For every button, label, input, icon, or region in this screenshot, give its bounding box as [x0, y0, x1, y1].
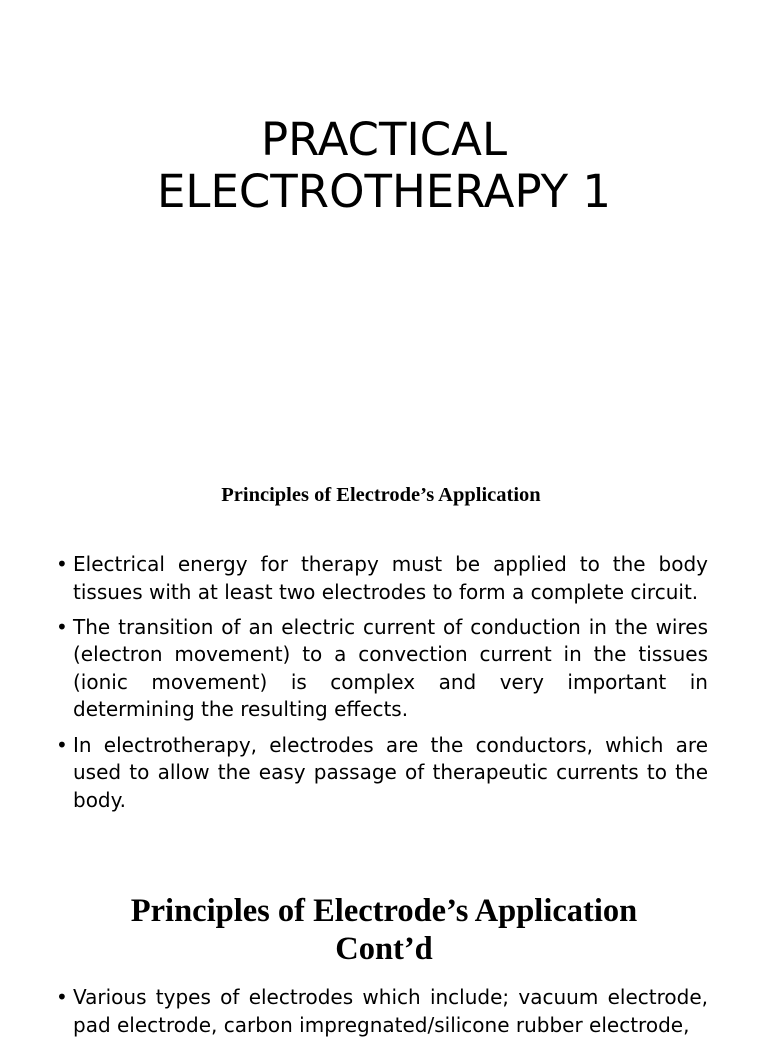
slide-principles	[0, 440, 768, 840]
slide-subtitle: Principles of Electrode’s Application	[221, 484, 541, 506]
bullet-list	[56, 984, 708, 1047]
bullet-icon: •	[56, 614, 68, 639]
list-item	[56, 551, 708, 606]
slide-heading	[0, 892, 768, 968]
title-line-2: ELECTROTHERAPY 1	[156, 165, 612, 218]
slide-title-heading	[0, 114, 768, 218]
bullet-icon: •	[56, 732, 68, 757]
bullet-text: Various types of electrodes which include; vacuum electrode, pad electrode, carbon impregnated/silicone rubber electrode,	[73, 985, 708, 1037]
bullet-text: In electrotherapy, electrodes are the conductors, which are used to allow the easy passage of therapeutic currents to the body.	[73, 732, 708, 812]
bullet-icon: •	[56, 552, 68, 576]
bullet-text: Electrical energy for therapy must be applied to the body tissues with at least two electrodes to form a complete circuit.	[73, 552, 708, 604]
list-item	[56, 984, 708, 1039]
heading-line-2: Cont’d	[335, 931, 433, 967]
list-item	[56, 732, 708, 815]
slide-title	[0, 0, 768, 440]
bullet-text: The transition of an electric current of conduction in the wires (electron movement) to a convection current in the tissues (ionic movement) is complex and very important in determining the resulting effects.	[73, 614, 708, 722]
title-line-1: PRACTICAL	[260, 113, 508, 166]
slide-principles-contd	[0, 840, 768, 1037]
bullet-icon: •	[56, 985, 68, 1009]
heading-line-1: Principles of Electrode’s Application	[130, 893, 638, 929]
list-item	[56, 614, 708, 724]
bullet-list	[56, 551, 708, 822]
